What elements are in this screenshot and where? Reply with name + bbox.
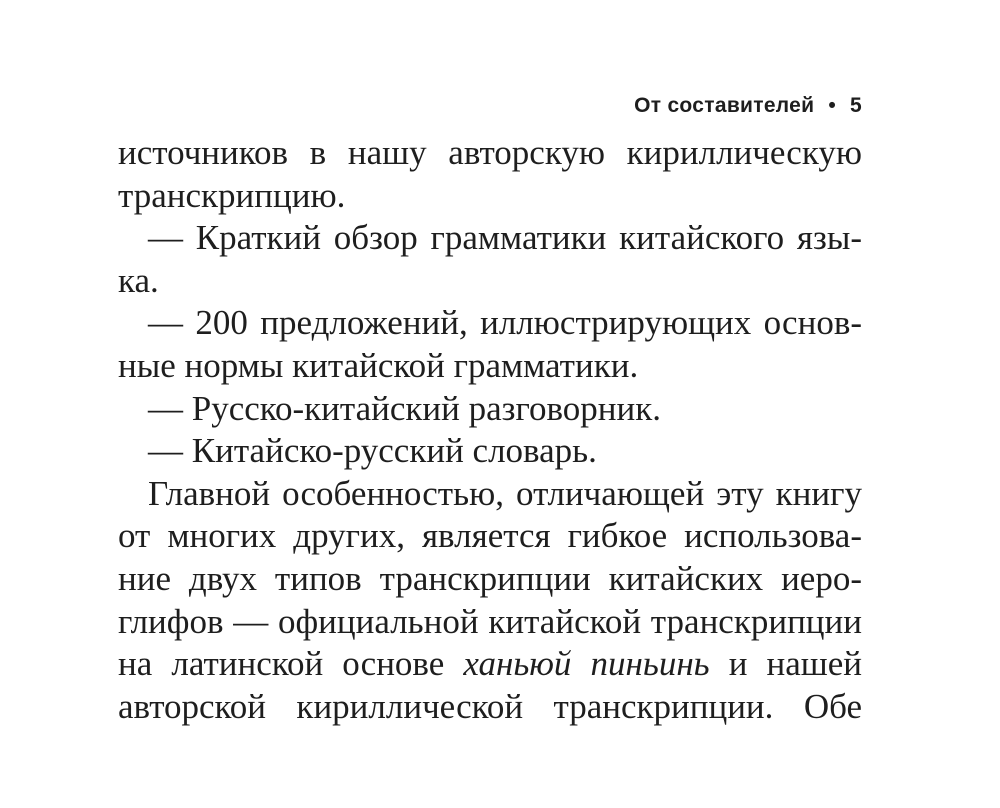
text-line: глифов — официальной китайской транскрипции <box>118 601 862 641</box>
text-line: — Краткий обзор грамматики китайского язы- <box>148 218 862 258</box>
page-number: 5 <box>850 94 862 117</box>
text-line: ные нормы китайской грамматики. <box>118 345 639 385</box>
section-title: От составителей <box>634 94 815 117</box>
text-line <box>118 643 862 686</box>
text-line: от многих других, является гибкое использова- <box>118 516 862 556</box>
text-line: авторской кириллической транскрипции. Обе <box>118 686 862 726</box>
italic-term: ханьюй пиньинь <box>463 644 710 684</box>
text-line: — Русско-китайский разговорник. <box>148 388 661 428</box>
text-line: источников в нашу авторскую кириллическую <box>118 133 862 172</box>
running-header <box>634 94 862 118</box>
body-text <box>118 132 862 728</box>
text-line: Главной особенностью, отличающей эту книгу <box>148 473 862 513</box>
text-segment: и нашей <box>728 644 863 684</box>
text-line: ние двух типов транскрипции китайских иеро- <box>118 558 862 598</box>
text-line: — 200 предложений, иллюстрирующих основ- <box>148 303 862 343</box>
text-line: — Китайско-русский словарь. <box>148 431 597 471</box>
text-segment: на латинской основе <box>118 644 445 684</box>
bullet-separator: • <box>828 94 837 117</box>
text-line: транскрипцию. <box>118 175 346 215</box>
text-line: ка. <box>118 260 159 300</box>
